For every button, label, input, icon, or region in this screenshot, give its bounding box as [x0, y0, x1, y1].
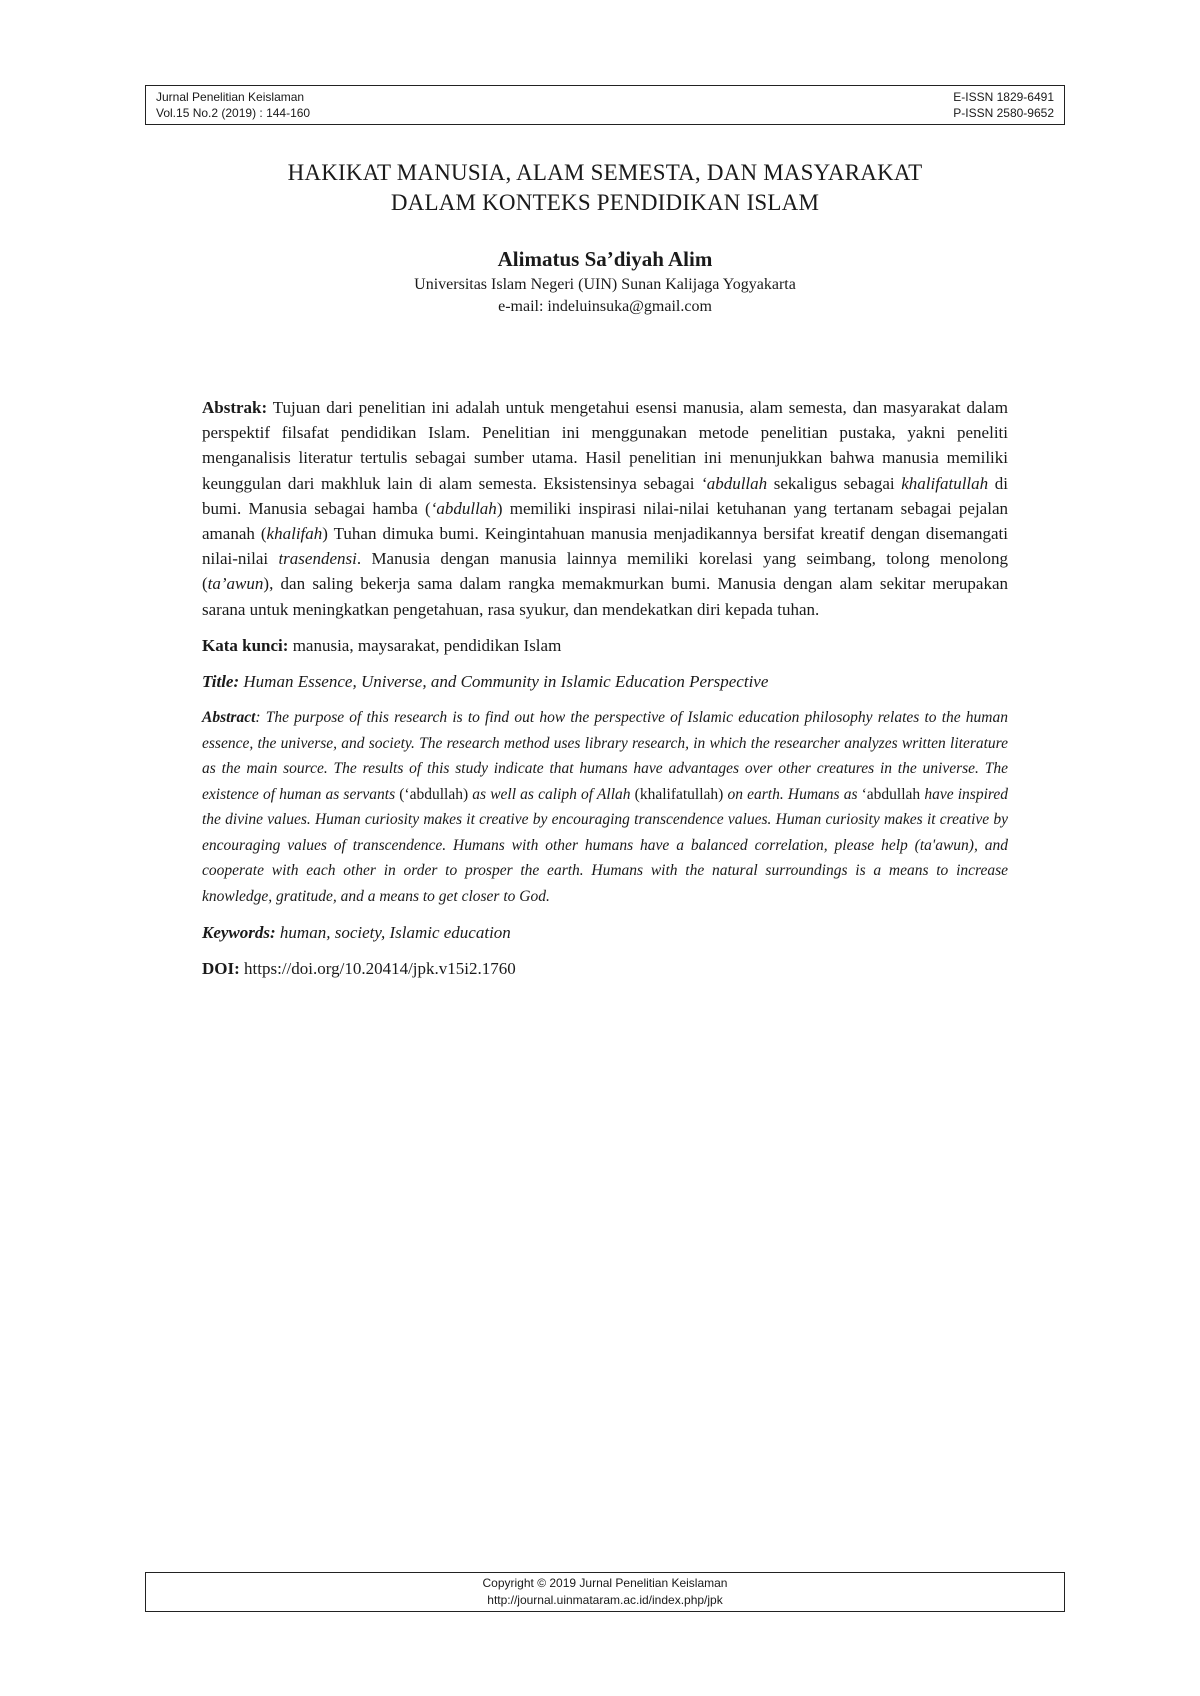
running-header — [145, 85, 1065, 125]
english-title-line — [202, 669, 1008, 694]
doi-line — [202, 956, 1008, 981]
author-block — [145, 244, 1065, 318]
abstract-section — [202, 395, 1008, 993]
doi-label: DOI: — [202, 959, 240, 979]
abstract-paragraph: Abstract: The purpose of this research is to find out how the perspective of Islamic education philosophy relates to the human essence, the universe, and society. The research method uses library research, in which the researcher analyzes written literature as the main source. The results of this study indicate that humans have advantages over other creatures in the universe. The existence of human as servants (‘abdullah) as well as caliph of Allah (khalifatullah) on earth. Humans as ‘abdullah have inspired the divine values. Human curiosity makes it creative by encouraging transcendence values. Human curiosity makes it creative by encouraging values of transcendence. Humans with other humans have a balanced correlation, please help (ta'awun), and cooperate with each other in order to prosper the earth. Humans with the natural surroundings is a means to increase knowledge, gratitude, and a means to get closer to God. — [202, 709, 1008, 905]
paper-title — [145, 158, 1065, 218]
keywords-value: human, society, Islamic education — [275, 923, 511, 943]
abstrak-label: Abstrak: — [202, 398, 268, 417]
abstrak-paragraph: Abstrak: Tujuan dari penelitian ini adalah untuk mengetahui esensi manusia, alam semesta, dan masyarakat dalam perspektif filsafat pendidikan Islam. Penelitian ini menggunakan metode penelitian pustaka, yakni peneliti menganalisis literatur tertulis sebagai sumber utama. Hasil penelitian ini menunjukkan bahwa manusia memiliki keunggulan dari makhluk lain di alam semesta. Eksistensinya sebagai ‘abdullah sekaligus sebagai khalifatullah di bumi. Manusia sebagai hamba (‘abdullah) memiliki inspirasi nilai-nilai ketuhanan yang tertanam sebagai pejalan amanah (khalifah) Tuhan dimuka bumi. Keingintahuan manusia menjadikannya bersifat kreatif dengan disemangati nilai-nilai trasendensi. Manusia dengan manusia lainnya memiliki korelasi yang seimbang, tolong menolong (ta’awun), dan saling bekerja sama dalam rangka memakmurkan bumi. Manusia dengan alam sekitar merupakan sarana untuk meningkatkan pengetahuan, rasa syukur, dan mendekatkan diri kepada tuhan. — [202, 398, 1008, 619]
eissn: E-ISSN 1829-6491 — [953, 90, 1054, 104]
english-title-label: Title: — [202, 672, 240, 692]
page-footer — [145, 1572, 1065, 1612]
volume-info: Vol.15 No.2 (2019) : 144-160 — [156, 106, 311, 120]
doi-link[interactable]: https://doi.org/10.20414/jpk.v15i2.1760 — [239, 959, 516, 979]
kata-kunci-line — [202, 633, 1008, 658]
kata-kunci-label: Kata kunci: — [202, 635, 289, 655]
title-line-1: HAKIKAT MANUSIA, ALAM SEMESTA, DAN MASYARAKAT — [287, 160, 923, 185]
title-line-2: DALAM KONTEKS PENDIDIKAN ISLAM — [390, 190, 820, 215]
keywords-line — [202, 920, 1008, 945]
copyright-text: Copyright © 2019 Jurnal Penelitian Keislaman — [482, 1576, 728, 1590]
journal-url[interactable]: http://journal.uinmataram.ac.id/index.php/jpk — [487, 1593, 723, 1607]
keywords-label: Keywords: — [202, 923, 276, 943]
kata-kunci-value: manusia, maysarakat, pendidikan Islam — [288, 635, 562, 655]
abstract-label: Abstract — [202, 709, 256, 727]
author-email: e-mail: indeluinsuka@gmail.com — [498, 298, 712, 315]
author-name: Alimatus Sa’diyah Alim — [497, 247, 713, 271]
pissn: P-ISSN 2580-9652 — [953, 106, 1054, 120]
english-title-value: Human Essence, Universe, and Community in Islamic Education Perspective — [239, 672, 769, 692]
author-affiliation: Universitas Islam Negeri (UIN) Sunan Kalijaga Yogyakarta — [414, 276, 796, 293]
journal-name: Jurnal Penelitian Keislaman — [156, 90, 305, 104]
